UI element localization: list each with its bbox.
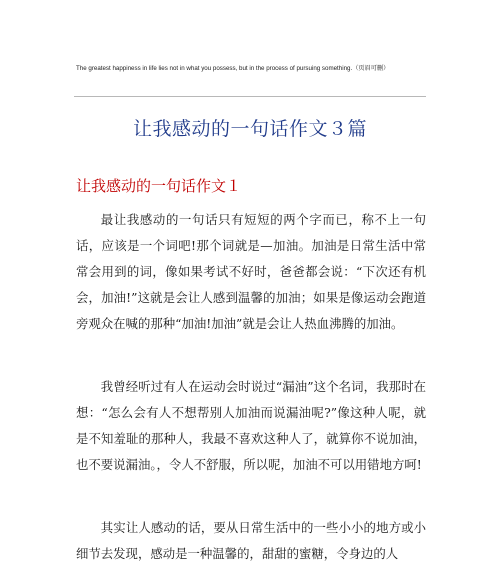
paragraph-1: 最让我感动的一句话只有短短的两个字而已，称不上一句话，应该是一个词吧!那个词就是—加油。加油是日常生活中常常会用到的词，像如果考试不好时，爸爸都会说：“下次还有机会，加油!”这就是会让人感到温馨的加油；如果是像运动会跑道旁观众在喊的那种“加油!加油”就是会让人热血沸腾的加油。	[76, 212, 426, 331]
document-title: 让我感动的一句话作文３篇	[132, 118, 367, 140]
paragraph-3: 其实让人感动的话，要从日常生活中的一些小小的地方或小细节去发现，感动是一种温馨的，甜甜的蜜糖，令身边的人	[76, 520, 426, 561]
header-divider	[74, 96, 426, 97]
paragraph-2: 我曾经听过有人在运动会时说过“漏油”这个名词，我那时在想：“怎么会有人不想帮别人加油而说漏油呢?”像这种人呢，就是不知羞耻的那种人，我最不喜欢这种人了，就算你不说加油，也不要说漏油。，令人不舒服，所以呢，加油不可以用错地方呵!	[76, 379, 426, 472]
section-heading: 让我感动的一句话作文１	[76, 177, 242, 195]
page-header-tagline: The greatest happiness in life lies not in what you possess, but in the process of pursuing something.（页眉可删）	[76, 65, 390, 72]
